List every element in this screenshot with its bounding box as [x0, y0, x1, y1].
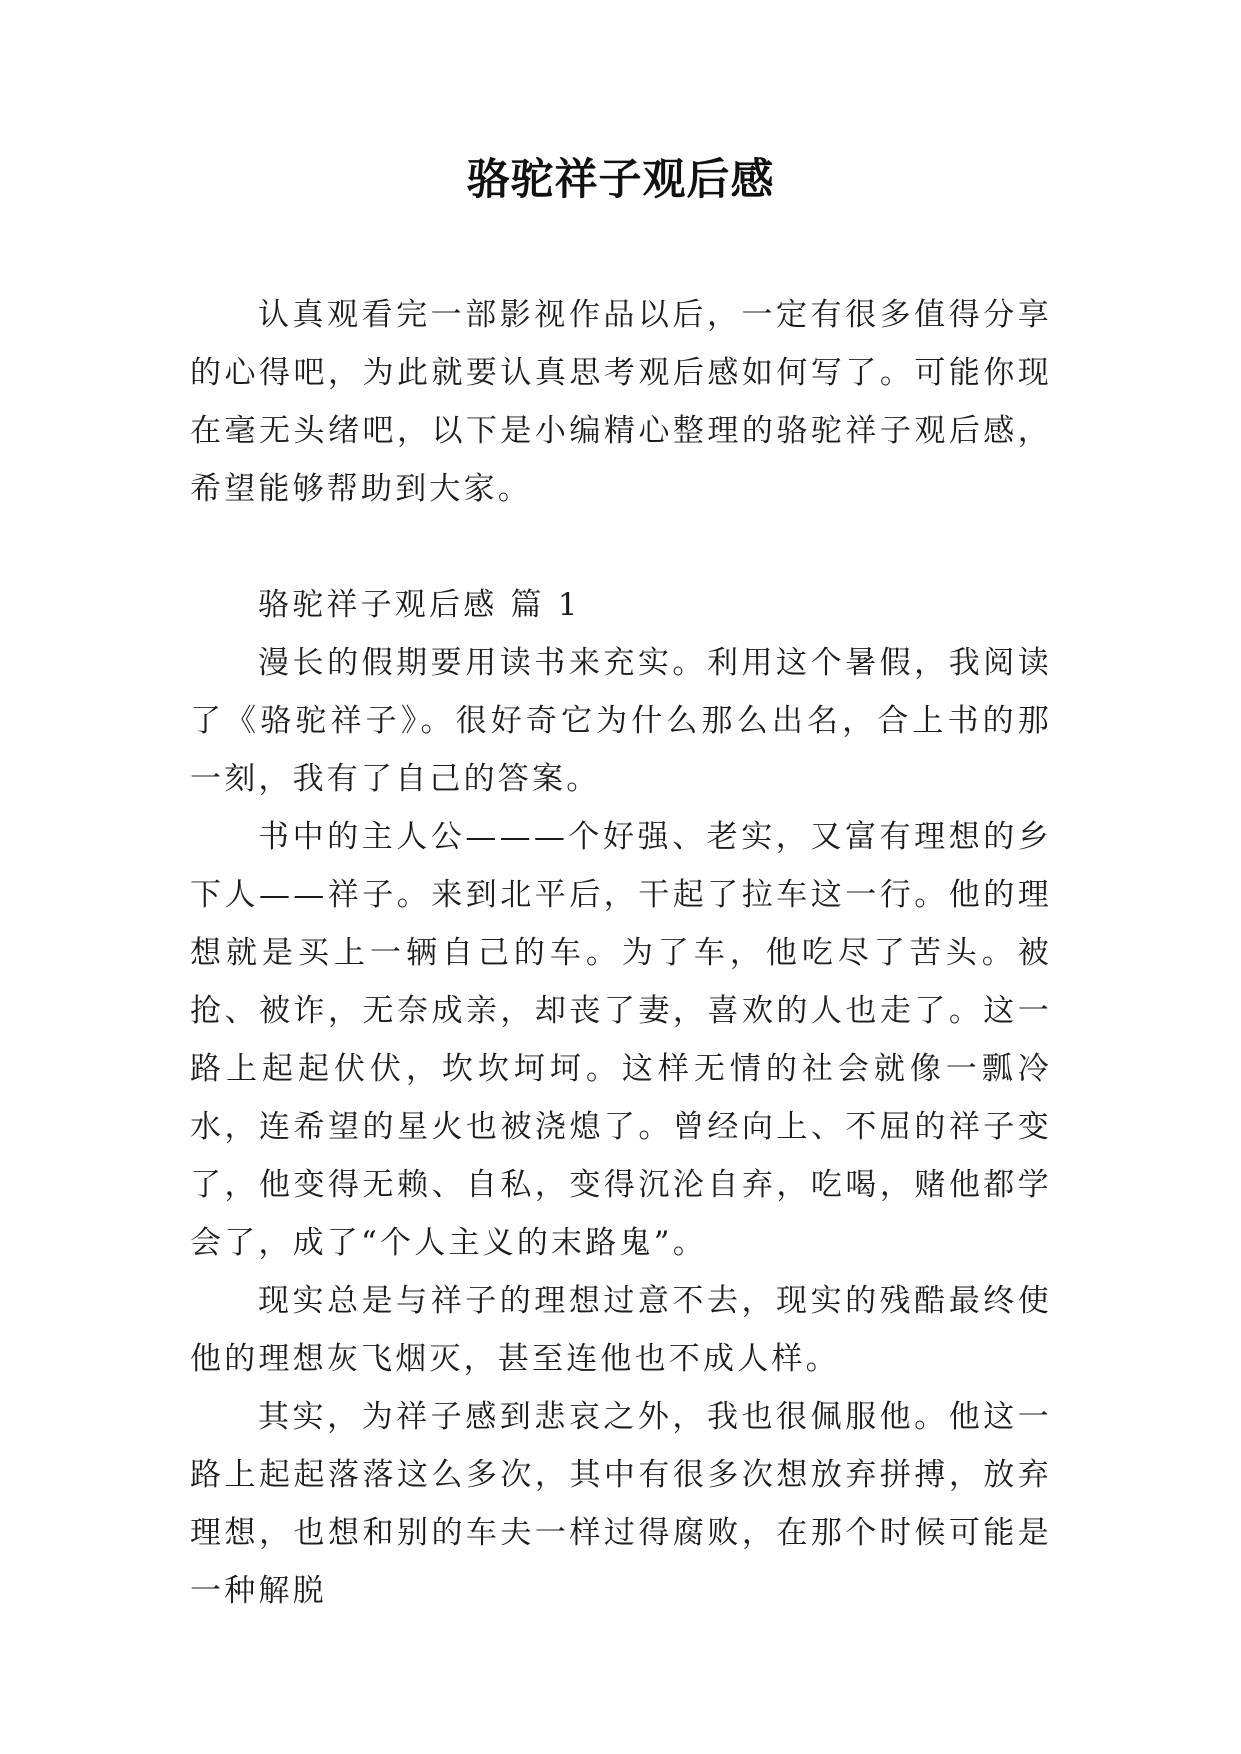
document-title: 骆驼祥子观后感 [466, 155, 775, 205]
intro-paragraph: 认真观看完一部影视作品以后，一定有很多值得分享的心得吧，为此就要认真思考观后感如何写了。可能你现在毫无头绪吧，以下是小编精心整理的骆驼祥子观后感，希望能够帮助到大家。 [190, 297, 1052, 507]
essay-paragraph: 漫长的假期要用读书来充实。利用这个暑假，我阅读了《骆驼祥子》。很好奇它为什么那么出名，合上书的那一刻，我有了自己的答案。 [190, 645, 1052, 797]
section-heading: 骆驼祥子观后感 篇 1 [258, 587, 581, 623]
essay-body [190, 576, 1052, 1620]
essay-paragraph: 现实总是与祥子的理想过意不去，现实的残酷最终使他的理想灰飞烟灭，甚至连他也不成人样。 [190, 1283, 1052, 1377]
essay-paragraph: 书中的主人公———个好强、老实，又富有理想的乡下人——祥子。来到北平后，干起了拉车这一行。他的理想就是买上一辆自己的车。为了车，他吃尽了苦头。被抢、被诈，无奈成亲，却丧了妻，喜欢的人也走了。这一路上起起伏伏，坎坎坷坷。这样无情的社会就像一瓢冷水，连希望的星火也被浇熄了。曾经向上、不屈的祥子变了，他变得无赖、自私，变得沉沦自弃，吃喝，赌他都学会了，成了“个人主义的末路鬼”。 [190, 819, 1052, 1261]
intro-block [190, 286, 1052, 518]
essay-paragraph: 其实，为祥子感到悲哀之外，我也很佩服他。他这一路上起起落落这么多次，其中有很多次想放弃拼搏，放弃理想，也想和别的车夫一样过得腐败，在那个时候可能是一种解脱 [190, 1399, 1052, 1609]
